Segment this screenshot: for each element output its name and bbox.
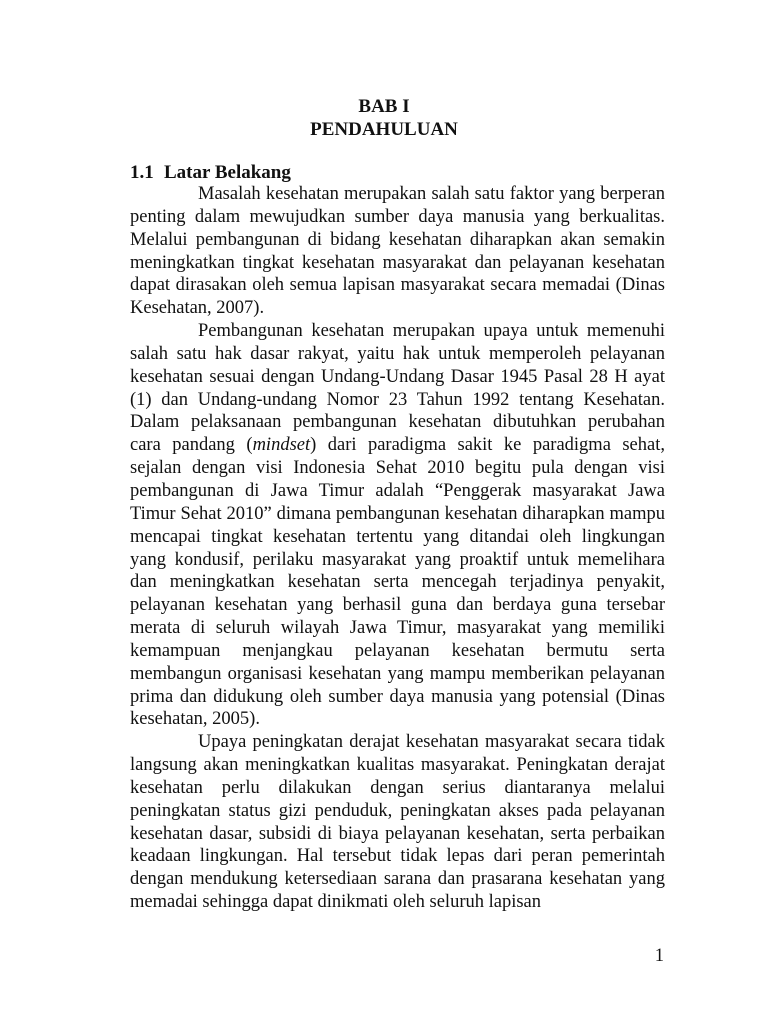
page-number: 1 [654, 946, 664, 966]
paragraph-2-italic-term: mindset [252, 435, 311, 456]
section-title: Latar Belakang [164, 162, 291, 183]
paragraph-3: Upaya peningkatan derajat kesehatan masyarakat secara tidak langsung akan meningkatkan kualitas masyarakat. Peningkatan derajat kesehatan perlu dilakukan dengan serius diantaranya melalui peningkatan status gizi penduduk, peningkatan akses pada pelayanan kesehatan dasar, subsidi di biaya pelayanan kesehatan, serta perbaikan keadaan lingkungan. Hal tersebut tidak lepas dari peran pemerintah dengan mendukung ketersediaan sarana dan prasarana kesehatan yang memadai sehingga dapat dinikmati oleh seluruh lapisan [130, 732, 665, 913]
body-text [130, 183, 665, 914]
paragraph-2-part-1: Pembangunan kesehatan merupakan upaya untuk memenuhi salah satu hak dasar rakyat, yaitu hak untuk memperoleh pelayanan kesehatan sesuai dengan Undang-Undang Dasar 1945 Pasal 28 H ayat (1) dan Undang-undang Nomor 23 Tahun 1992 tentang Kesehatan. Dalam pelaksanaan pembangunan kesehatan dibutuhkan perubahan cara pandang ( [130, 321, 665, 456]
paragraph-1: Masalah kesehatan merupakan salah satu faktor yang berperan penting dalam mewujudkan sumber daya manusia yang berkualitas. Melalui pembangunan di bidang kesehatan diharapkan akan semakin meningkatkan tingkat kesehatan masyarakat dan pelayanan kesehatan dapat dirasakan oleh semua lapisan masyarakat secara memadai (Dinas Kesehatan, 2007). [130, 184, 665, 319]
section-heading [130, 161, 291, 185]
chapter-title: PENDAHULUAN [310, 119, 458, 140]
chapter-number: BAB I [358, 96, 410, 117]
paragraph-2 [130, 320, 665, 731]
section-number: 1.1 [130, 162, 154, 183]
paragraph-2-part-2: ) dari paradigma sakit ke paradigma sehat, sejalan dengan visi Indonesia Sehat 2010 begitu pula dengan visi pembangunan di Jawa Timur adalah “Penggerak masyarakat Jawa Timur Sehat 2010” dimana pembangunan kesehatan diharapkan mampu mencapai tingkat kesehatan tertentu yang ditandai oleh lingkungan yang kondusif, perilaku masyarakat yang proaktif untuk memelihara dan meningkatkan kesehatan serta mencegah terjadinya penyakit, pelayanan kesehatan yang berhasil guna dan berdaya guna tersebar merata di seluruh wilayah Jawa Timur, masyarakat yang memiliki kemampuan menjangkau pelayanan kesehatan bermutu serta membangun organisasi kesehatan yang mampu memberikan pelayanan prima dan didukung oleh sumber daya manusia yang potensial (Dinas kesehatan, 2005). [130, 435, 665, 730]
